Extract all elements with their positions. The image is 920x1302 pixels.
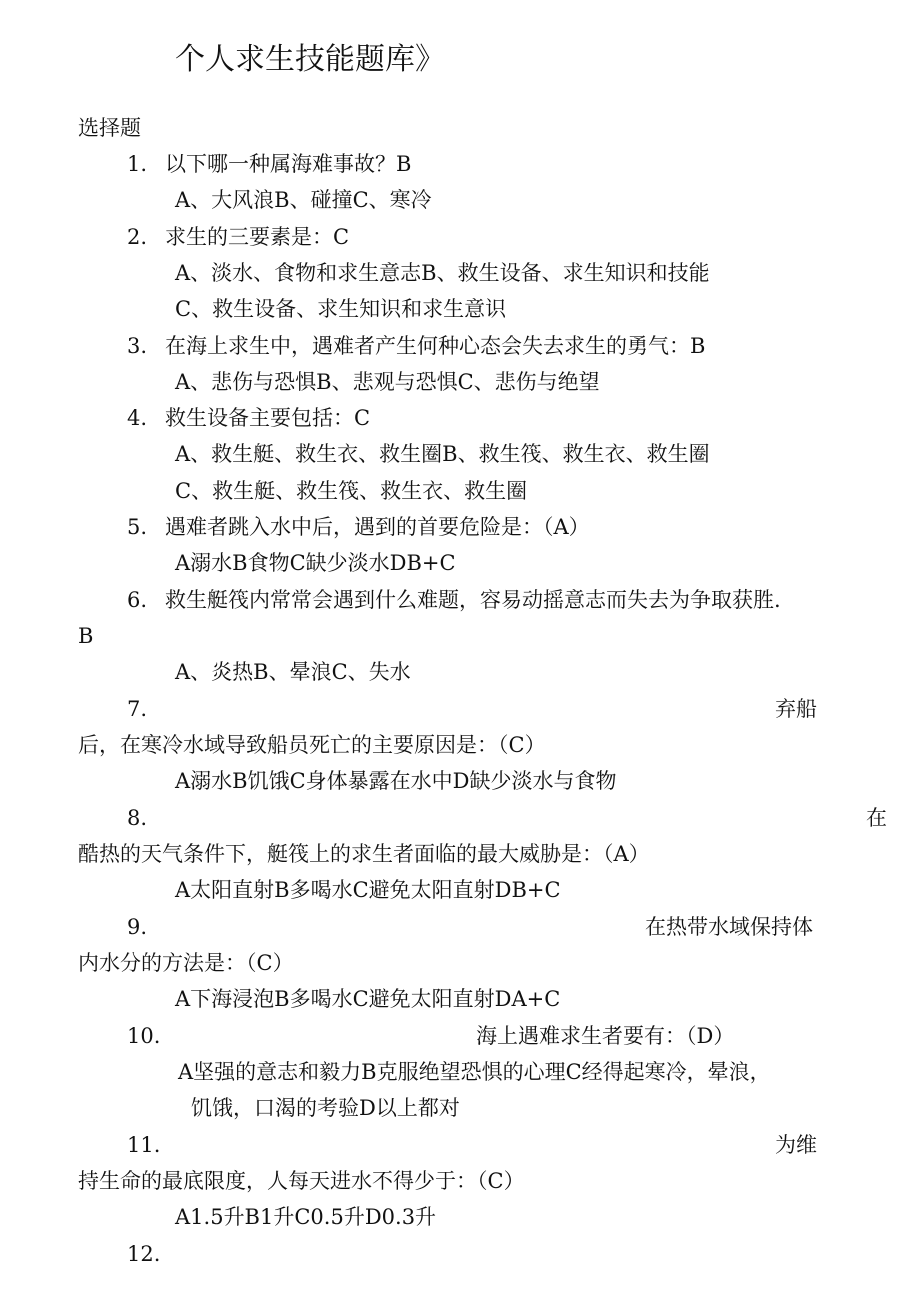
q9-number: 9. [127, 915, 148, 939]
q7-text-end: 后，在寒冷水域导致船员死亡的主要原因是：（C） [78, 733, 546, 757]
q4-options-a: A、救生艇、救生衣、救生圈B、救生筏、救生衣、救生圈 [175, 442, 710, 466]
q3-number: 3. [127, 334, 148, 358]
q10-options-a: A坚强的意志和毅力B克服绝望恐惧的心理C经得起寒冷，晕浪， [178, 1060, 771, 1084]
q2-text: 求生的三要素是：C [165, 225, 350, 249]
q6-options: A、炎热B、晕浪C、失水 [175, 660, 411, 684]
q12-number: 12. [127, 1242, 161, 1266]
q7-text-start: 弃船 [775, 697, 817, 721]
q6-number: 6. [127, 588, 148, 612]
q3-text: 在海上求生中，遇难者产生何种心态会失去求生的勇气：B [165, 334, 706, 358]
q10-text: 海上遇难求生者要有：（D） [476, 1024, 735, 1048]
q11-options: A1.5升B1升C0.5升D0.3升 [175, 1205, 437, 1229]
q3-options: A、悲伤与恐惧B、悲观与恐惧C、悲伤与绝望 [175, 370, 600, 394]
section-heading: 选择题 [78, 116, 141, 140]
q5-options: A溺水B食物C缺少淡水DB+C [175, 551, 456, 575]
q4-number: 4. [127, 406, 148, 430]
q10-number: 10. [127, 1024, 161, 1048]
q2-options-c: C、救生设备、求生知识和求生意识 [175, 297, 507, 321]
q11-number: 11. [127, 1133, 161, 1157]
q9-text-end: 内水分的方法是：（C） [78, 951, 294, 975]
q6-text: 救生艇筏内常常会遇到什么难题，容易动摇意志而失去为争取获胜. [165, 588, 781, 612]
q11-text-end: 持生命的最底限度，人每天进水不得少于：（C） [78, 1169, 525, 1193]
q2-options-a: A、淡水、食物和求生意志B、救生设备、求生知识和技能 [175, 261, 710, 285]
q11-text-start: 为维 [775, 1133, 817, 1157]
page-title: 个人求生技能题库》 [175, 42, 445, 77]
q6-text-continued: B [78, 624, 94, 648]
q8-text-start: 在 [866, 806, 887, 830]
q4-text: 救生设备主要包括：C [165, 406, 371, 430]
q7-number: 7. [127, 697, 148, 721]
q5-text: 遇难者跳入水中后，遇到的首要危险是：（A） [165, 515, 590, 539]
q8-options: A太阳直射B多喝水C避免太阳直射DB+C [175, 878, 561, 902]
q7-options: A溺水B饥饿C身体暴露在水中D缺少淡水与食物 [175, 769, 617, 793]
q1-options: A、大风浪B、碰撞C、寒冷 [175, 188, 432, 212]
q10-options-b: 饥饿，口渴的考验D以上都对 [191, 1096, 460, 1120]
q9-text-start: 在热带水域保持体 [645, 915, 813, 939]
q1-text: 以下哪一种属海难事故？B [165, 152, 412, 176]
q5-number: 5. [127, 515, 148, 539]
q8-number: 8. [127, 806, 148, 830]
q8-text-end: 酷热的天气条件下，艇筏上的求生者面临的最大威胁是：（A） [78, 842, 650, 866]
q1-number: 1. [127, 152, 148, 176]
q4-options-c: C、救生艇、救生筏、救生衣、救生圈 [175, 479, 528, 503]
q2-number: 2. [127, 225, 148, 249]
q9-options: A下海浸泡B多喝水C避免太阳直射DA+C [175, 987, 561, 1011]
